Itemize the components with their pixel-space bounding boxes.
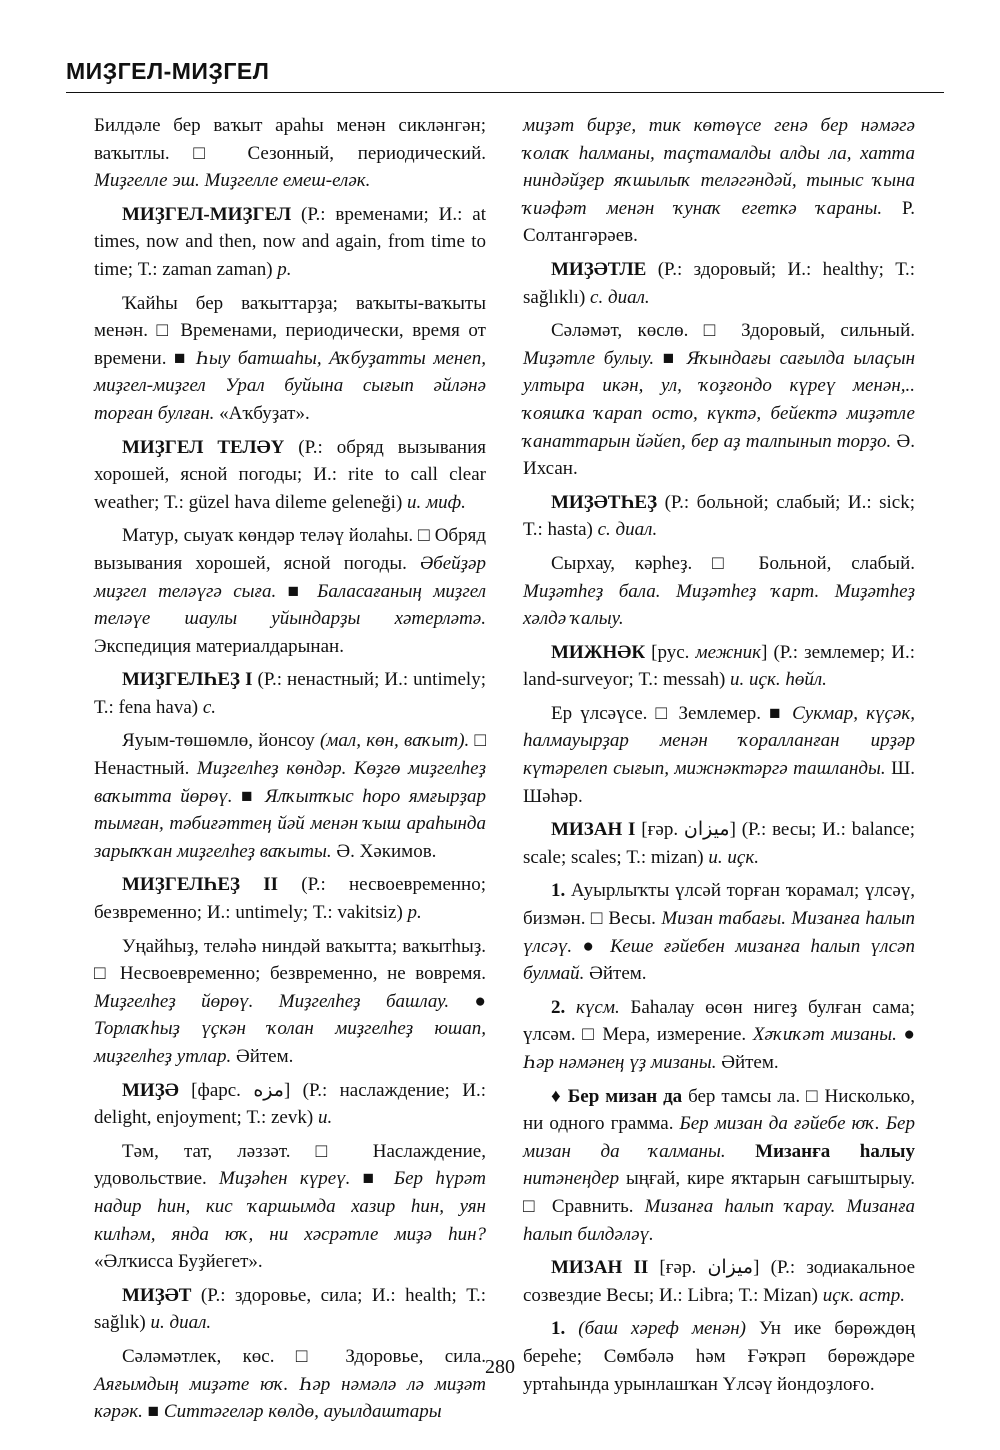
definition-text: Ер үлсәүсе. □ Землемер. ■ xyxy=(551,702,793,724)
example-text: и. миф. xyxy=(407,491,466,513)
headword: 2. xyxy=(551,996,566,1018)
headword: МИҘГЕЛҺЕҘ II xyxy=(122,874,279,896)
definition-text: (Р.: ненастный; И.: untimely; Т.: fena hava) xyxy=(94,669,486,718)
example-text: ниmәнеңдер xyxy=(523,1168,620,1190)
example-text: Кеше ғәйебен мизанға һалып үлсәп булмай. xyxy=(523,935,915,985)
headword: 1. xyxy=(551,1318,566,1340)
definition-text: Матур, сыуаҡ көндәр теләү йолаһы. □ Обряд вызывания хорошей, ясной погоды. xyxy=(94,525,486,574)
definition-text: [ғәр. ميزان] (Р.: весы; И.: balance; scale; scales; Т.: mizan) xyxy=(523,819,915,868)
dictionary-entry-headline xyxy=(94,434,486,517)
headword: МИҘГЕЛ-МИҘГЕЛ xyxy=(122,203,292,225)
example-text: Бер мизан да ғәйебе юҡ. Бер мизан да ҡалманы. xyxy=(523,1113,915,1162)
definition-text: ■ xyxy=(142,1401,164,1423)
definition-text: Әйтем. xyxy=(716,1052,779,1073)
definition-text: ] (Р.: землемер; И.: land-surveyor; Т.: messah) xyxy=(523,641,915,691)
definition-text xyxy=(565,997,576,1018)
example-text: (баш хәреф менән) xyxy=(578,1318,747,1340)
page-number: 280 xyxy=(485,1356,515,1378)
dictionary-entry-headline xyxy=(523,1083,915,1249)
example-text: Миҙәтле булыу. xyxy=(523,347,655,369)
dictionary-entry-text xyxy=(94,933,486,1071)
dictionary-entry-text xyxy=(94,290,486,428)
dictionary-entry-headline xyxy=(94,1077,486,1132)
definition-text: бер тамсы ла. □ Нисколько, ни одного грамма. xyxy=(523,1085,915,1135)
definition-text: (Р.: здоровье, сила; И.: health; Т.: sağlık) xyxy=(94,1284,486,1334)
example-text: Ситтәгеләр көлдө, ауылдаштары xyxy=(163,1401,442,1423)
definition-text: ■ xyxy=(276,580,318,602)
definition-text: Ауырлыҡты үлсәй торған ҡорамал; үлсәү, бизмән. □ Весы. xyxy=(523,880,915,930)
dictionary-entry-headline xyxy=(94,871,486,926)
example-text: иҫк. астр. xyxy=(822,1284,905,1306)
definition-text: Ун ике бөрөждөң береһе; Сөмбәлә һәм Ғәҡрәп бөрөждәре уртаһында урынлашҡан Үлсәү йондоҙлоғо. xyxy=(523,1318,915,1395)
example-text: с. xyxy=(202,696,217,718)
headword: МИҘГЕЛ ТЕЛӘҮ xyxy=(122,436,285,458)
headword: МИҘГЕЛҺЕҘ I xyxy=(122,669,253,691)
example-text: и. иҫк. һөйл. xyxy=(730,669,827,691)
definition-text xyxy=(726,1141,756,1162)
headword: МИЗАН I xyxy=(551,819,636,841)
definition-text: ■ xyxy=(654,347,687,369)
definition-text: (Р.: больной; слабый; И.: sick; Т.: hasta) xyxy=(523,491,915,541)
definition-text: ыңғай, кире яҡтарын сағыштырыу. □ Сравнить. xyxy=(523,1168,915,1217)
example-text: миҙәт бирҙе, тик көтөүсе генә бер нәмәгә ҡолаҡ һалманы, таҫтамалды алды ла, хатта ниндәйҙер яҡшылыҡ теләгәндәй, тыныс ҡына ҡиәфәт менән ҡунаҡ егеткә ҡараны. xyxy=(523,115,915,219)
dictionary-entry-text xyxy=(523,700,915,810)
headword: Мизанға һалыу xyxy=(755,1140,915,1162)
example-text: Аяғымдың миҙәте юҡ. Һәр нәмәлә лә миҙәт кәрәк. xyxy=(94,1373,486,1423)
dictionary-entry-headline xyxy=(523,256,915,311)
dictionary-entry-text xyxy=(94,112,486,195)
dictionary-entry-headline xyxy=(523,1254,915,1309)
definition-text: ■ xyxy=(232,785,265,807)
headword: 1. xyxy=(551,880,566,902)
dictionary-entry-text xyxy=(523,877,915,987)
definition-text: Р. Солтангәрәев. xyxy=(523,197,915,247)
definition-text: [фарс. مزه] (Р.: наслаждение; И.: delight, enjoyment; Т.: zevk) xyxy=(94,1079,486,1129)
headword: ♦ Бер мизан да xyxy=(551,1085,683,1107)
example-text: Сукмар, күҫәк, һалмауырҙар менән ҡоралланған ирҙәр күтәрелеп сығып, мижнәктәргә ташланды. xyxy=(523,702,915,780)
example-text: Миҙәһен күреү. xyxy=(219,1168,351,1190)
example-text: и. иҫк. xyxy=(708,846,759,868)
definition-text: [рус. xyxy=(645,641,696,663)
definition-text: (Р.: обряд вызывания хорошей, ясной погоды; И.: rite to call clear weather; Т.: güzel hava dileme geleneği) xyxy=(94,436,487,513)
dictionary-entry-headline xyxy=(523,639,915,694)
definition-text: Сәләмәт, көслө. □ Здоровый, сильный. xyxy=(551,320,915,342)
example-text: Мизанға һалып ҡарау. Мизанға һалып билдәләү. xyxy=(523,1195,915,1245)
definition-text: Ҡайһы бер ваҡыттарҙа; ваҡыты-ваҡыты менән. □ Временами, периодически, время от времени. ■ xyxy=(94,292,486,369)
headword: МИҘӘТҺЕҘ xyxy=(551,491,658,513)
example-text: Миҙгелле эш. Миҙгелле емеш-еләк. xyxy=(94,170,371,192)
example-text: Һыу батшаһы, Аҡбуҙатты менеп, миҙгел-миҙгел Урал буйына сығып әйләнә торған булған. xyxy=(94,347,486,424)
definition-text: Әйтем. xyxy=(584,963,647,985)
example-text: р. xyxy=(277,258,292,280)
dictionary-entry-text xyxy=(523,112,915,250)
definition-text: Билдәле бер ваҡыт араһы менән сикләнгән; ваҡытлы. □ Сезонный, периодический. xyxy=(94,115,486,164)
headword: МИЗАН II xyxy=(551,1257,649,1279)
dictionary-entry-text xyxy=(94,1138,486,1276)
example-text: Әбейҙәр миҙгел теләүгә сыға. xyxy=(94,552,486,602)
example-text: Хәҡиҡәт мизаны. xyxy=(752,1024,897,1046)
definition-text: ● xyxy=(896,1024,915,1046)
example-text: күсм. xyxy=(576,996,620,1018)
dictionary-entry-headline xyxy=(94,666,486,721)
definition-text xyxy=(565,1318,578,1339)
example-text: с. диал. xyxy=(590,286,650,308)
definition-text: Тәм, тат, ләззәт. □ Наслаждение, удовольствие. xyxy=(94,1140,486,1190)
definition-text: (Р.: здоровый; И.: healthy; Т.: sağlıklı) xyxy=(523,258,915,308)
example-text: Ялҡытҡыс һоро ямғырҙар тымған, тәбиғәттең йәй менән ҡыш араһында зарыҡҡан миҙгелһеҙ ваҡыты. xyxy=(94,785,486,862)
example-text: Һәр нәмәнең үҙ мизаны. xyxy=(523,1052,717,1073)
example-text: с. диал. xyxy=(597,519,658,541)
header-rule xyxy=(66,92,944,93)
definition-text: ● xyxy=(572,935,611,957)
page-header-title: МИҘГЕЛ-МИҘГЕЛ xyxy=(66,58,270,84)
dictionary-entry-text xyxy=(523,317,915,483)
example-text: межник xyxy=(695,641,762,663)
example-text: Бер һүрәт надир һин, кис ҡаршымда хазир һин, уян килһәм, янда юҡ, ни хәсрәтле миҙә һин? xyxy=(94,1168,486,1245)
definition-text: Ш. Шәһәр. xyxy=(523,758,915,807)
dictionary-entry-headline xyxy=(94,1282,486,1337)
example-text: р. xyxy=(407,902,422,924)
definition-text: Ә. Хәкимов. xyxy=(331,840,437,862)
dictionary-entry-headline xyxy=(94,201,486,284)
definition-text: Әйтем. xyxy=(231,1046,294,1067)
example-text: Торлаҡһыҙ үҫкән ҡолан миҙгелһеҙ юшап, миҙгелһеҙ утлар. xyxy=(94,1018,486,1067)
example-text: (мал, көн, ваҡыт). xyxy=(319,730,470,752)
example-text: и. xyxy=(317,1107,333,1129)
example-text: Яҡындағы сағылда ылаҫын ултыра икән, ул, ҡоҙғондо күреү менән,.. ҡояшҡа ҡарап осто, күктә, бейектә миҙәтле ҡанаттарын йәйеп, бер аҙ талпынып торҙо. xyxy=(523,347,915,452)
definition-text: Сырхау, кәрһеҙ. □ Больной, слабый. xyxy=(551,552,915,574)
definition-text: Уңайһыҙ, теләһә ниндәй ваҡытта; ваҡытһыҙ. □ Несвоевременно; безвременно, не вовремя. xyxy=(94,935,486,985)
right-column xyxy=(523,112,915,1404)
headword: МИҘӘТ xyxy=(122,1284,192,1306)
dictionary-entry-text xyxy=(523,994,915,1077)
definition-text: (Р.: временами; И.: at times, now and then, now and again, from time to time; Т.: zaman zaman) xyxy=(94,203,486,280)
dictionary-entry-headline xyxy=(523,489,915,544)
definition-text: ● xyxy=(449,990,486,1012)
example-text: Миҙгелһеҙ көндәр. Көҙгө миҙгелһеҙ ваҡытта йөрөү. xyxy=(94,758,486,807)
definition-text: Экспедиция материалдарынан. xyxy=(94,635,344,657)
definition-text: Сәләмәтлек, көс. □ Здоровье, сила. xyxy=(122,1345,486,1367)
definition-text: Ә. Ихсан. xyxy=(523,430,915,480)
definition-text: (Р.: несвоевременно; безвременно; И.: untimely; Т.: vakitsiz) xyxy=(94,874,486,924)
example-text: и. диал. xyxy=(150,1312,212,1334)
dictionary-entry-text xyxy=(94,727,486,865)
example-text: Баласағаның миҙгел теләүе шаулы уйындарҙы хәтерләтә. xyxy=(94,580,486,630)
example-text: Миҙгелһеҙ йөрөү. Миҙгелһеҙ башлау. xyxy=(94,990,450,1012)
definition-text: [ғәр. ميزان] (Р.: зодиакальное созвездие Весы; И.: Libra; Т.: Mizan) xyxy=(523,1257,916,1306)
example-text: Мизан табағы. Мизанға һалып үлсәү. xyxy=(523,908,916,957)
definition-text: «Аҡбуҙат». xyxy=(214,402,310,424)
dictionary-entry-text xyxy=(94,522,486,660)
example-text: Миҙәтһеҙ бала. Миҙәтһеҙ ҡарт. Миҙәтһеҙ хәлдә ҡалыу. xyxy=(523,580,915,630)
definition-text: «Әлҡисса Буҙйегет». xyxy=(94,1251,263,1273)
definition-text: Баһалау өсөн нигеҙ булған сама; үлсәм. □ Мера, измерение. xyxy=(523,996,916,1046)
headword: МИЖНӘК xyxy=(551,641,646,663)
headword: МИҘӘ xyxy=(122,1079,179,1101)
dictionary-entry-text xyxy=(523,550,915,633)
headword: МИҘӘТЛЕ xyxy=(551,258,647,280)
definition-text: Яуым-төшөмлө, йонсоу xyxy=(122,730,320,752)
definition-text: □ Ненастный. xyxy=(94,730,486,780)
dictionary-entry-headline xyxy=(523,816,915,871)
definition-text: ■ xyxy=(350,1168,394,1190)
left-column xyxy=(94,112,486,1432)
